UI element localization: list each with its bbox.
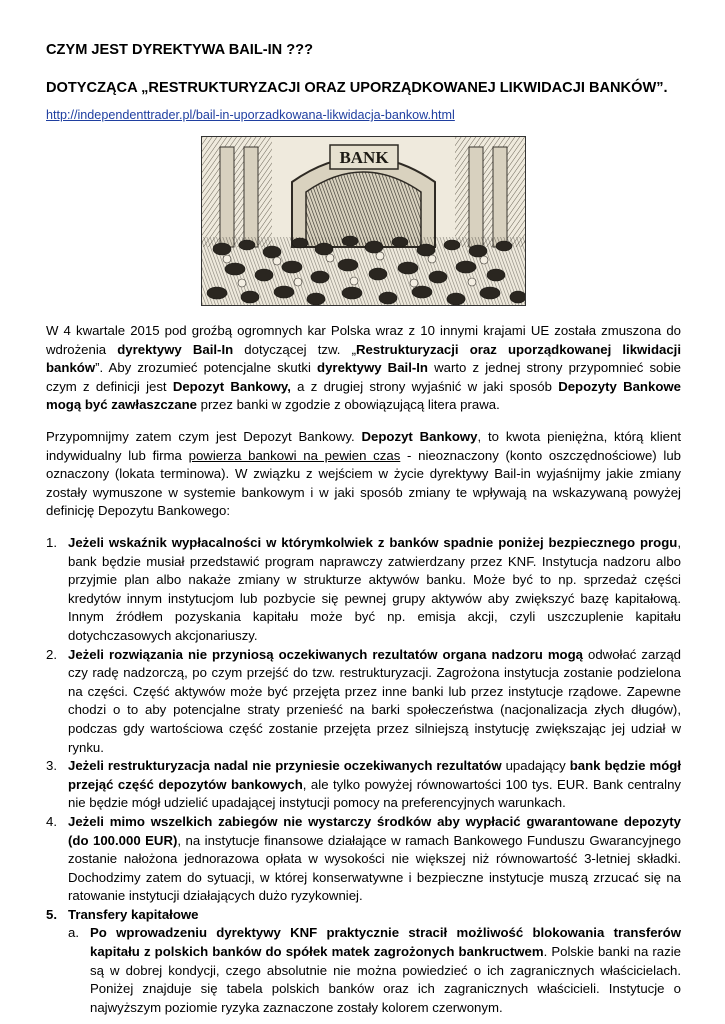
source-link[interactable]: http://independenttrader.pl/bail-in-uporzadkowana-likwidacja-bankow.html bbox=[46, 108, 455, 122]
sub-list-item bbox=[68, 924, 681, 1017]
list-item bbox=[46, 813, 681, 906]
bank-run-illustration bbox=[201, 136, 526, 306]
text-run: W 4 kwartale 2015 pod groźbą ogromnych kar Polska wraz z 10 innymi krajami UE została zmuszona do wdrożenia bbox=[46, 323, 681, 357]
list-number: 1. bbox=[46, 535, 57, 550]
bold-run: Jeżeli restrukturyzacja nadal nie przyniesie oczekiwanych rezultatów bbox=[68, 758, 502, 774]
text-run: przez banki w zgodzie z obowiązującą litera prawa. bbox=[197, 397, 500, 413]
bank-engraving-icon bbox=[202, 137, 525, 305]
numbered-list bbox=[46, 534, 681, 1017]
bold-run: dyrektywy Bail-In bbox=[317, 360, 428, 376]
bold-run: Jeżeli wskaźnik wypłacalności w którymkolwiek z banków spadnie poniżej bezpiecznego progu bbox=[68, 535, 678, 550]
bold-run: Depozyty Bankowe mogą być zawłaszczane bbox=[46, 378, 681, 413]
bold-run: Jeżeli rozwiązania nie przyniosą oczekiwanych rezultatów organa nadzoru mogą bbox=[68, 646, 583, 662]
sub-list-letter: a. bbox=[68, 925, 79, 941]
text-run: Przypomnijmy zatem czym jest Depozyt Bankowy. bbox=[46, 429, 362, 444]
bold-run: Jeżeli mimo wszelkich zabiegów nie wystarczy środków aby wypłacić gwarantowane depozyty (do 100.000 EUR) bbox=[68, 813, 681, 848]
text-run: a z drugiej strony wyjaśnić w jaki sposób bbox=[290, 378, 559, 394]
list-number: 5. bbox=[46, 906, 57, 922]
list-item bbox=[46, 757, 681, 813]
text-run: warto z jednej strony przypomnieć sobie czym z definicji jest bbox=[46, 360, 681, 394]
text-run: , ale tylko powyżej równowartości 100 tys. EUR. Bank centralny nie będzie mógł udzielić upadającej instytucji pomocy na preferencyjnych warunkach. bbox=[68, 776, 682, 811]
list-item bbox=[46, 534, 681, 646]
bold-run: Po wprowadzeniu dyrektywy KNF praktycznie stracił możliwość blokowania transferów kapitału z polskich banków do spółek matek zagrożonych bankructwem bbox=[90, 925, 681, 960]
bold-run: Depozyt Bankowy, bbox=[172, 378, 291, 394]
bold-run: dyrektywy Bail-In bbox=[117, 341, 234, 357]
text-run: - nieoznaczony (konto oszczędnościowe) lub oznaczony (lokata terminowa). W związku z wejściem w życie dyrektywy Bail-in wyjaśnijmy jakie zmiany zostały wymuszone w systemie bankowym i w jaki sposób zmiany te wpływają na wskazywaną powyżej definicję Depozytu Bankowego: bbox=[46, 447, 682, 519]
list-item bbox=[46, 646, 681, 758]
text-run: . Polskie banki na razie są w dobrej kondycji, czego absolutnie nie można powiedzieć o ich zagranicznych właścicielach. Poniżej znajduje się tabela polskich banków oraz ich zagranicznych właścicieli. Instytucje o najwyższym poziomie ryzyka zaznaczone zostały kolorem czerwonym. bbox=[90, 944, 681, 1015]
list-item bbox=[46, 906, 681, 1018]
bold-run: Transfery kapitałowe bbox=[68, 906, 199, 922]
bold-run: Restrukturyzacji oraz uporządkowanej likwidacji banków bbox=[46, 341, 682, 376]
underlined-run: powierza bankowi na pewien czas bbox=[188, 447, 401, 463]
text-run: upadający bbox=[501, 758, 570, 774]
text-run: ”. Aby zrozumieć potencjalne skutki bbox=[95, 360, 318, 376]
text-run: dotyczącej tzw. „ bbox=[233, 341, 356, 357]
bold-run: Depozyt Bankowy bbox=[361, 429, 478, 444]
document-subtitle: DOTYCZĄCA „RESTRUKTURYZACJI ORAZ UPORZĄDKOWANEJ LIKWIDACJI BANKÓW”. bbox=[46, 80, 668, 96]
text-run: , bank będzie musiał przedstawić program naprawczy zatwierdzany przez KNF. Instytucja nadzoru albo przyjmie plan albo nakaże zmiany w strukturze aktywów banku. Może być to np. sprzedaż części kredytów innym instytucjom lub pozbycie się pewnej grupy aktywów aby zwiększyć bazę kapitałową. Innym źródłem pozyskania kapitału może być np. emisja akcji, czyli uszczuplenie kapitału dotychczasowych akcjonariuszy. bbox=[68, 535, 681, 643]
list-number: 4. bbox=[46, 813, 57, 829]
definition-paragraph bbox=[46, 428, 681, 521]
bank-sign-text: BANK bbox=[339, 148, 389, 167]
bold-run: bank będzie mógł przejąć część depozytów bankowych bbox=[68, 758, 681, 792]
intro-paragraph bbox=[46, 322, 681, 415]
text-run: , to kwota pieniężna, którą klient indywidualny lub firma bbox=[46, 429, 681, 463]
text-run: , na instytucje finansowe działające w ramach Bankowego Funduszu Gwarancyjnego zostanie nałożona jednorazowa opłata w wysokości nie większej niż równowartość 3-letniej składki. Dochodzimy zatem do sytuacji, w której konserwatywne i bezpieczne instytucje muszą zrzucać się na ratowanie instytucji działających dużo ryzykowniej. bbox=[68, 832, 681, 904]
sub-list bbox=[68, 924, 681, 1017]
document-title: CZYM JEST DYREKTYWA BAIL-IN ??? bbox=[46, 42, 314, 58]
list-number: 3. bbox=[46, 758, 57, 774]
list-number: 2. bbox=[46, 646, 57, 662]
text-run: odwołać zarząd czy radę nadzorczą, po czym przejść do tzw. restrukturyzacji. Zagrożona instytucja zostanie podzielona na części. Część aktywów może być przejęta przez inne banki lub przez instytucje rządowe. Zapewne chodzi o to aby potencjalne straty przenieść na barki społeczeństwa (nacjonalizacja złych długów), podczas gdy wartościowa część zostanie przejęta przez silniejszą instytucję zwiększając jej udział w rynku. bbox=[68, 646, 681, 755]
